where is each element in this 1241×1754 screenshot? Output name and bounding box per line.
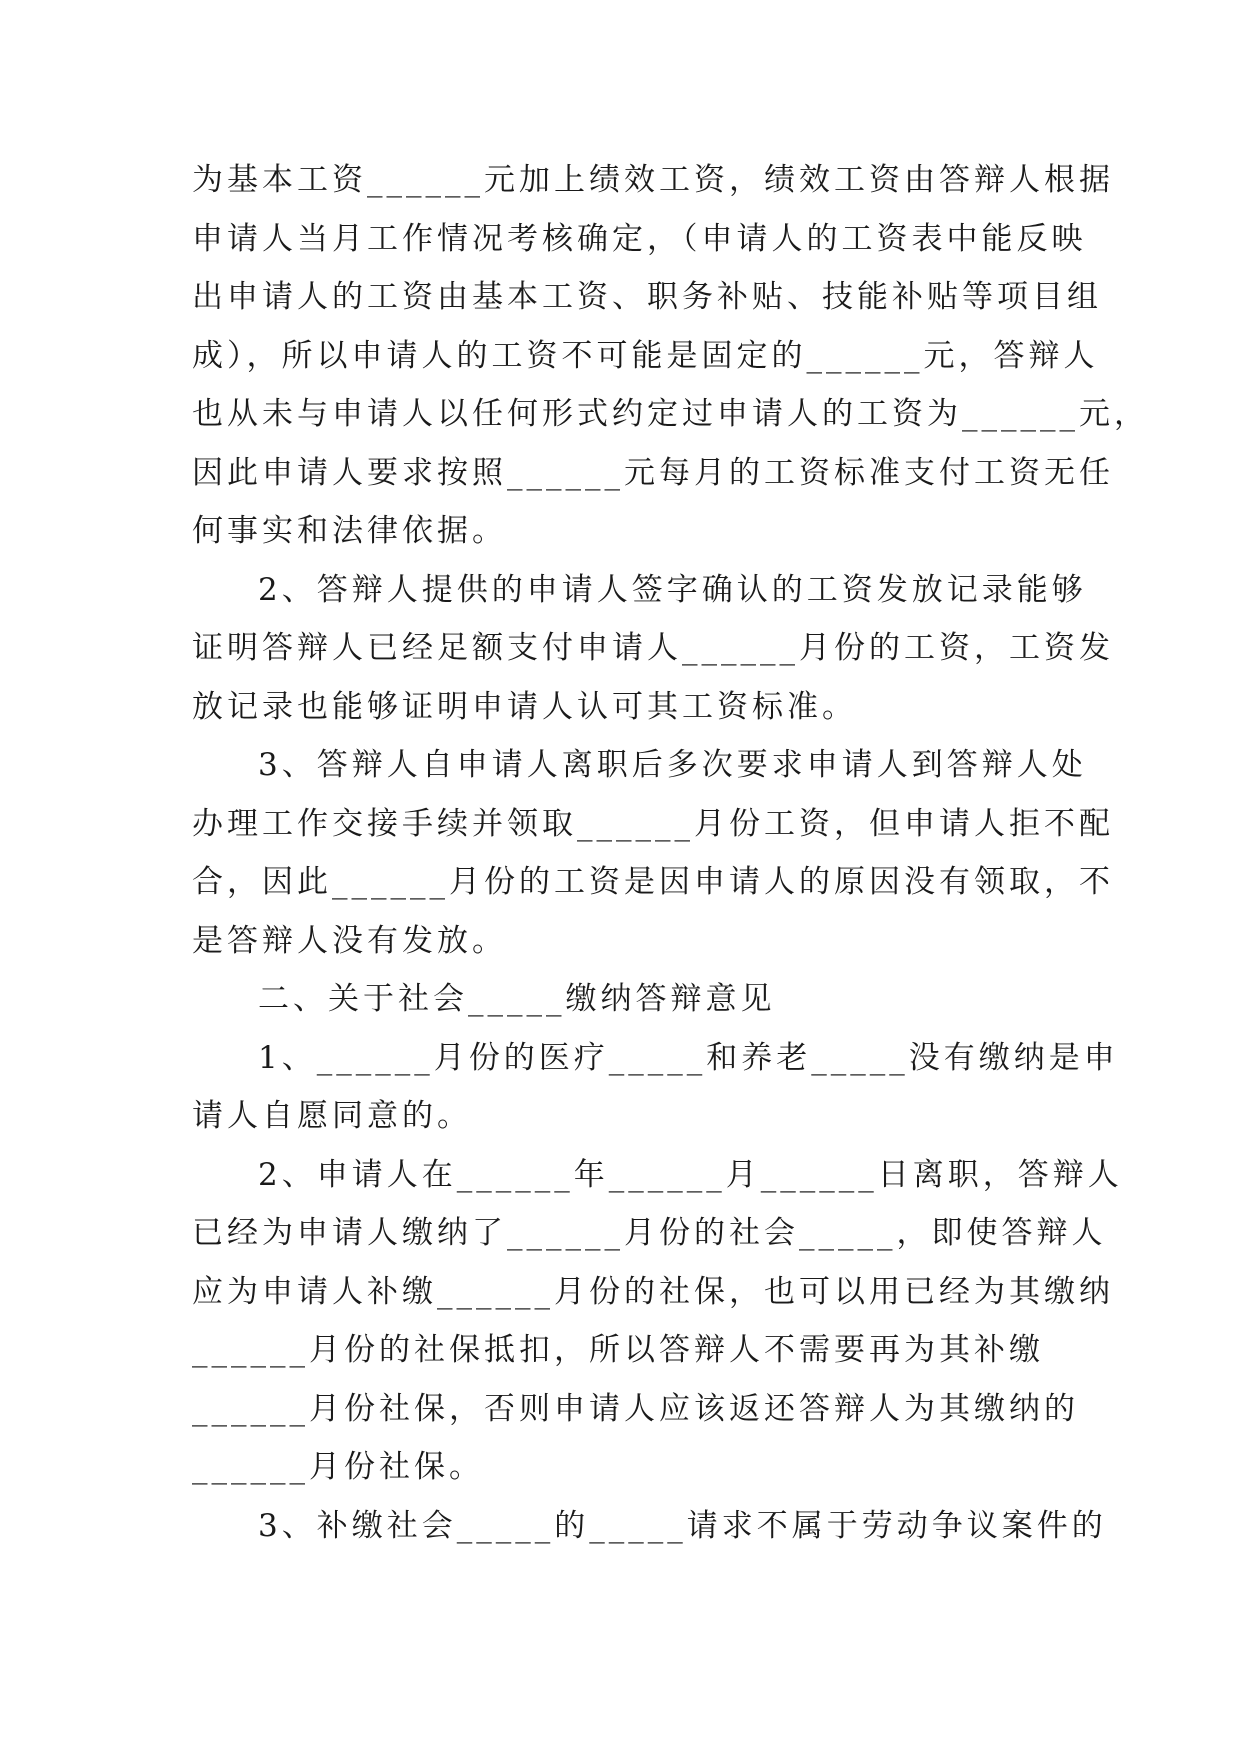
text-line: 为基本工资______元加上绩效工资，绩效工资由答辩人根据 bbox=[192, 162, 1114, 198]
paragraph-start-line: 3、答辩人自申请人离职后多次要求申请人到答辩人处 bbox=[258, 747, 1087, 783]
text-line: 已经为申请人缴纳了______月份的社会_____，即使答辩人 bbox=[192, 1215, 1107, 1251]
text-line: ______月份的社保抵扣，所以答辩人不需要再为其补缴 bbox=[192, 1332, 1044, 1368]
text-line: 合，因此______月份的工资是因申请人的原因没有领取，不 bbox=[192, 864, 1114, 900]
paragraph-start-line: 2、申请人在______年______月______日离职，答辩人 bbox=[258, 1156, 1123, 1193]
text-line: 办理工作交接手续并领取______月份工资，但申请人拒不配 bbox=[192, 805, 1114, 842]
document-page bbox=[192, 151, 1149, 1555]
paragraph-start-line: 2、答辩人提供的申请人签字确认的工资发放记录能够 bbox=[258, 571, 1087, 608]
paragraph-start-line: 1、______月份的医疗_____和养老_____没有缴纳是申 bbox=[258, 1039, 1119, 1076]
text-line: 证明答辩人已经足额支付申请人______月份的工资，工资发 bbox=[192, 630, 1114, 666]
section-heading: 二、关于社会_____缴纳答辩意见 bbox=[258, 981, 776, 1017]
text-line: 请人自愿同意的。 bbox=[192, 1098, 472, 1134]
text-line: 因此申请人要求按照______元每月的工资标准支付工资无任 bbox=[192, 454, 1114, 491]
text-line: 成），所以申请人的工资不可能是固定的______元，答辩人 bbox=[192, 337, 1099, 374]
paragraph-start-line: 3、补缴社会_____的_____请求不属于劳动争议案件的 bbox=[258, 1507, 1107, 1544]
text-line: 也从未与申请人以任何形式约定过申请人的工资为______元， bbox=[192, 396, 1149, 432]
text-line: ______月份社保，否则申请人应该返还答辩人为其缴纳的 bbox=[192, 1390, 1079, 1427]
text-line: 何事实和法律依据。 bbox=[192, 513, 507, 549]
text-line: ______月份社保。 bbox=[192, 1449, 484, 1485]
text-line: 是答辩人没有发放。 bbox=[192, 922, 507, 959]
text-line: 出申请人的工资由基本工资、职务补贴、技能补贴等项目组 bbox=[192, 279, 1102, 315]
text-line: 放记录也能够证明申请人认可其工资标准。 bbox=[192, 688, 857, 725]
text-line: 申请人当月工作情况考核确定，（申请人的工资表中能反映 bbox=[192, 220, 1087, 257]
text-line: 应为申请人补缴______月份的社保，也可以用已经为其缴纳 bbox=[192, 1273, 1114, 1310]
